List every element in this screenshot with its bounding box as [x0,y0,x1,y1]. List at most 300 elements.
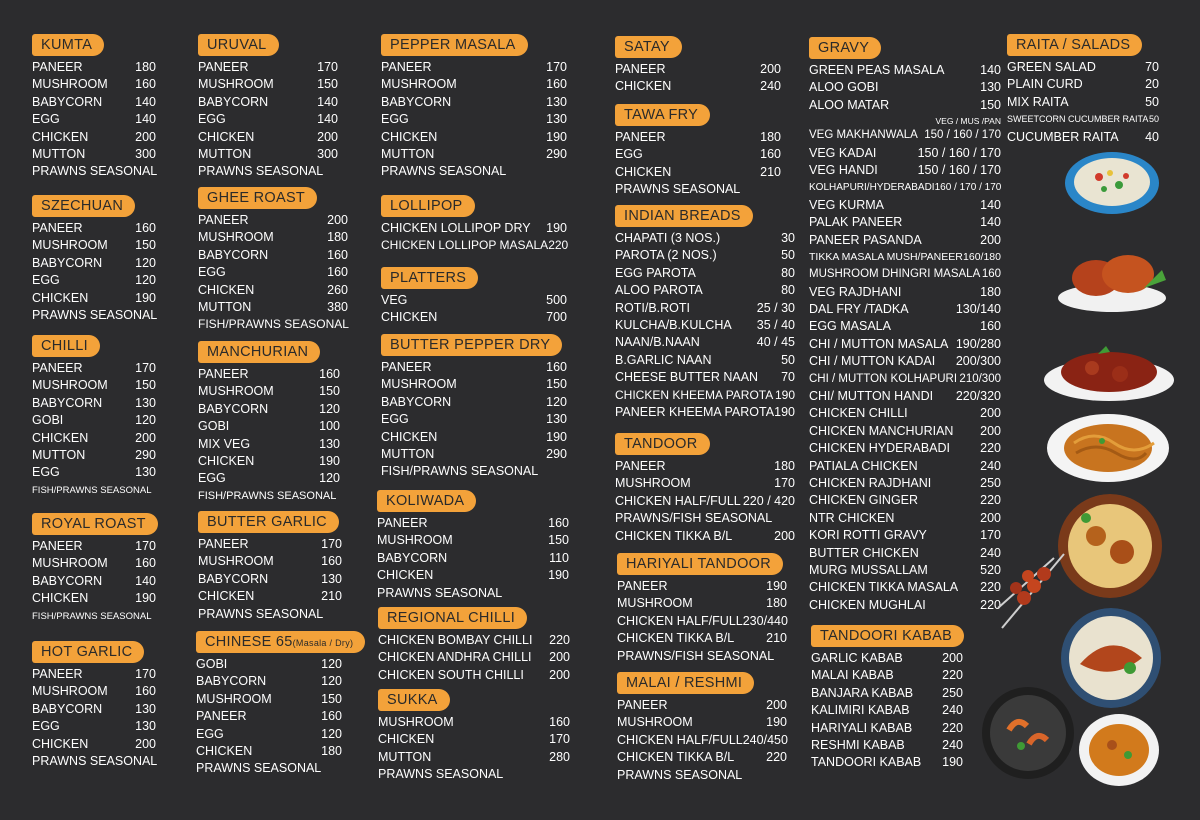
menu-item-name: CHICKEN [381,129,438,144]
menu-item [809,127,1001,144]
section-ghee-roast [198,187,348,334]
prawns-plate-image [981,686,1075,780]
menu-item-name: CHICKEN BOMBAY CHILLI [378,633,533,647]
section-header [32,195,135,217]
menu-item-price: 110 [549,550,569,565]
menu-item-price: 130 [135,465,156,480]
menu-item [198,488,340,505]
menu-item-price: 160 [319,367,340,381]
menu-item-price: 280 [549,749,570,764]
menu-item [809,62,1001,79]
noodles-plate-image [1046,413,1170,483]
menu-item-name: ALOO PAROTA [615,283,703,298]
menu-item-name: PANEER [617,579,668,593]
menu-item-name: CHI / MUTTON KADAI [809,354,936,369]
section-title: MALAI / RESHMI [626,675,743,691]
menu-item-price: 100 [319,419,340,434]
menu-item [615,493,795,510]
menu-item-price: 170 [321,537,342,551]
section-royal-roast [32,513,156,625]
menu-item [615,317,795,334]
menu-item-price: 160 [546,77,567,92]
section-uruval [198,34,338,181]
menu-item-price: 130 [980,80,1001,95]
menu-item [811,737,963,754]
menu-item [32,395,156,412]
menu-item-price: 240 [942,737,963,752]
section-title: KOLIWADA [386,493,465,509]
menu-item-list [381,359,567,481]
section-raita-salads [1007,34,1159,146]
section-title: PEPPER MASALA [390,37,516,53]
menu-item-price: 170 [135,361,156,375]
menu-item-name: CHICKEN [615,79,672,94]
menu-item [381,163,567,180]
menu-item-name: VEG HANDI [809,162,878,177]
section-title: PLATTERS [390,270,467,286]
section-tandoor [615,433,795,545]
menu-item-price: 220 [980,597,1001,612]
menu-item [809,336,1001,353]
menu-item-name: MUTTON [198,146,252,161]
menu-item [811,702,963,719]
menu-item-name: PANEER [32,361,83,375]
menu-item-name: ALOO MATAR [809,97,890,112]
section-title: LOLLIPOP [390,198,463,214]
menu-item [809,97,1001,114]
menu-item [32,538,156,555]
menu-item-name: KALIMIRI KABAB [811,703,910,718]
menu-item [377,567,569,584]
menu-item-list [381,59,567,181]
menu-item-price: 200 [135,430,156,445]
menu-item-name: BABYCORN [32,255,103,270]
menu-item-name: MUSHROOM [617,596,693,611]
menu-item-name: BABYCORN [198,571,269,586]
menu-item-name: TANDOORI KABAB [811,755,922,770]
menu-item [615,61,781,78]
menu-item-name: CHICKEN [32,736,89,751]
menu-item-name: MIX RAITA [1007,94,1069,109]
menu-item-price: 130 [135,395,156,410]
menu-item-price: 140 [135,94,156,109]
menu-item-name: CHICKEN TIKKA B/L [615,528,733,543]
menu-item [198,470,340,487]
menu-item [615,282,795,299]
section-header [1007,34,1142,56]
menu-item-price: 220 [766,750,787,765]
section-lollipop [381,195,567,255]
section-header [198,511,339,533]
menu-item [617,714,787,731]
menu-item-price: 200 [980,406,1001,421]
menu-item-price: 170 [549,732,570,747]
menu-item [196,656,342,673]
menu-item [32,666,156,683]
menu-item-name: CHICKEN [198,129,255,144]
menu-item-price: 150 [135,238,156,253]
menu-item-price: 180 [760,130,781,144]
section-satay [615,36,781,96]
menu-item [32,608,156,625]
section-title: TANDOOR [624,436,698,452]
menu-item [617,697,787,714]
menu-item [196,691,342,708]
menu-item [198,453,340,470]
menu-item [381,111,567,128]
menu-item-price: 220 [942,668,963,683]
menu-item-price: 30 [781,231,795,245]
menu-item [615,265,795,282]
menu-item-price: 40 / 45 [756,335,795,350]
menu-item-name: MUSHROOM [198,554,274,569]
menu-item-name: CHICKEN [32,430,89,445]
menu-item-price: 200 [980,232,1001,247]
menu-item-name: MUSHROOM [198,230,274,245]
menu-item [809,79,1001,96]
menu-item [617,732,787,749]
section-title: TAWA FRY [624,107,699,123]
section-header [617,672,754,694]
section-tandoori-kabab [811,625,963,772]
menu-item [196,743,342,760]
menu-item-name: CHICKEN [198,589,255,604]
menu-item [809,249,1001,266]
section-title: RAITA / SALADS [1016,37,1131,53]
menu-item [615,387,795,404]
menu-item-price: 140 [317,94,338,109]
menu-item [32,220,156,237]
menu-item [381,129,567,146]
menu-item [198,76,338,93]
menu-item-price: 150 [135,378,156,393]
section-title: INDIAN BREADS [624,208,741,224]
menu-item [32,683,156,700]
menu-item-list [381,220,567,255]
menu-item-price: 200 [980,510,1001,525]
menu-item-name: BABYCORN [32,701,103,716]
menu-item-price: 190 [548,568,569,583]
menu-item-name: NTR CHICKEN [809,510,895,525]
menu-item [615,129,781,146]
menu-item-list [32,220,156,324]
menu-item-price: 40 [1145,129,1159,144]
menu-item-name: MUSHROOM [615,476,691,491]
menu-item [617,648,787,665]
menu-item-list [32,538,156,625]
menu-item [198,212,348,229]
section-hot-garlic [32,641,156,770]
menu-item [809,232,1001,249]
menu-item-name: BABYCORN [381,394,452,409]
menu-item-name: CHICKEN TIKKA MASALA [809,580,959,595]
menu-item-name: PRAWNS SEASONAL [198,164,324,179]
menu-item [198,553,342,570]
section-header [196,631,365,653]
menu-item-price: 210/300 [959,372,1001,385]
menu-item [615,164,781,181]
menu-item-price: 190 [135,591,156,606]
menu-item-price: 220 [548,238,569,253]
menu-item [1007,76,1159,93]
menu-item [617,595,787,612]
menu-item-price: 160 [760,147,781,162]
menu-item-name: BABYCORN [32,94,103,109]
menu-item [32,290,156,307]
menu-item-name: MUSHROOM [381,377,457,392]
menu-item-price: 220 / 420 [742,493,795,508]
menu-item [809,301,1001,318]
menu-item-name: FISH/PRAWNS SEASONAL [32,484,152,496]
menu-item [809,545,1001,562]
menu-item-name: EGG [198,112,226,127]
menu-item-price: 260 [327,282,348,297]
menu-item-name: PRAWNS SEASONAL [32,307,158,322]
section-title: URUVAL [207,37,267,53]
section-title: SZECHUAN [41,198,124,214]
menu-item-price: 120 [135,255,156,270]
menu-item-price: 200 [549,667,570,682]
menu-item-price: 130 [546,412,567,427]
menu-item-name: PANEER [381,360,432,374]
section-butter-pepper-dry [381,334,567,481]
menu-item-price: 140 [980,215,1001,230]
menu-item-name: MUSHROOM [32,238,108,253]
menu-item-name: EGG [32,112,60,127]
menu-item [381,463,567,480]
menu-item [198,247,348,264]
menu-item-price: 220 [549,633,570,647]
menu-item-name: VEG KADAI [809,145,877,160]
menu-item-name: MUSHROOM [32,77,108,92]
menu-item-name: PRAWNS SEASONAL [198,606,324,621]
section-header [811,625,964,647]
menu-item [32,59,156,76]
menu-item-price: 230/440 [742,613,788,628]
menu-item [378,731,570,748]
menu-item-price: 500 [546,293,567,307]
menu-item [198,383,340,400]
menu-item-name: MUSHROOM [32,378,108,393]
menu-item-name: PRAWNS/FISH SEASONAL [617,648,775,663]
menu-item-name: RESHMI KABAB [811,737,905,752]
menu-item-price: 140 [135,573,156,588]
menu-item [198,163,338,180]
menu-item-name: BABYCORN [32,573,103,588]
menu-item [1007,129,1159,146]
menu-item-price: 160 [546,360,567,374]
menu-item-price: 150 / 160 / 170 [924,129,1001,142]
menu-item [617,578,787,595]
menu-item-name: MUSHROOM [198,77,274,92]
menu-item-price: 300 [135,146,156,161]
menu-item [381,292,567,309]
menu-item-price: 120 [321,674,342,689]
menu-item-price: 210 [766,631,787,646]
menu-item-name: CHI/ MUTTON HANDI [809,389,934,404]
menu-item-price: 210 [760,164,781,179]
menu-item-price: 180 [774,459,795,473]
menu-item-price: 200 [549,650,570,665]
menu-item [32,573,156,590]
menu-item-price: 700 [546,310,567,325]
menu-item [198,282,348,299]
menu-item-price: 220 [980,493,1001,508]
menu-item-name: PANEER [32,221,83,235]
menu-item-price: 160 [548,516,569,530]
menu-item-price: 240 [980,458,1001,473]
menu-item [809,562,1001,579]
menu-item [381,76,567,93]
menu-item-price: 190 [774,387,795,402]
menu-item [32,237,156,254]
menu-item-price: 200 [774,528,795,543]
menu-item-price: 180 [766,596,787,611]
menu-item-price: 290 [546,146,567,161]
menu-item [198,436,340,453]
menu-item-list [811,650,963,772]
section-title: SUKKA [387,692,438,708]
menu-item [615,528,795,545]
menu-item-price: 160 [321,709,342,724]
menu-item-name: MUSHROOM [198,384,274,399]
menu-item [198,588,342,605]
menu-item [378,667,570,684]
menu-item [378,632,570,649]
section-platters [381,267,567,327]
menu-item [809,423,1001,440]
menu-item-price: 190 [135,290,156,305]
menu-item-name: CHICKEN CHILLI [809,406,908,421]
menu-item-name: PANEER [198,367,249,381]
menu-item-name: PANEER [615,62,666,76]
menu-item-name: VEG RAJDHANI [809,284,902,299]
menu-item [32,482,156,499]
menu-item [32,129,156,146]
menu-item [32,718,156,735]
section-sukka [378,689,570,784]
menu-item [811,650,963,667]
menu-item-price: 200 [327,213,348,227]
menu-item-name: PANEER [617,698,668,712]
menu-item [198,264,348,281]
menu-item [615,369,795,386]
menu-item-name: PAROTA (2 NOS.) [615,248,717,263]
menu-item-name: CHICKEN [196,743,253,758]
menu-item-name: PRAWNS SEASONAL [32,753,158,768]
menu-item-price: 80 [781,265,795,280]
menu-item [198,606,342,623]
menu-item [809,179,1001,196]
menu-item [809,527,1001,544]
menu-item-name: VEG KURMA [809,197,885,212]
menu-item-price: 200 [766,698,787,712]
menu-item-price: 50 [781,352,795,367]
menu-item-price: 170 [135,667,156,681]
menu-item-price: 130 [321,571,342,586]
menu-item-price: 380 [327,299,348,314]
menu-item-list [615,129,781,199]
menu-item-name: CHI / MUTTON KOLHAPURI [809,372,958,385]
menu-item-price: 200 [135,129,156,144]
menu-item-list [615,458,795,545]
section-title: HARIYALI TANDOOR [626,556,771,572]
menu-item-name: EGG [198,265,226,280]
menu-item-name: CHICKEN [32,591,89,606]
menu-item [32,146,156,163]
menu-item-price: 240 [980,545,1001,560]
section-header [381,195,475,217]
menu-item-price: 190 [319,453,340,468]
menu-item-list [378,632,570,684]
menu-item-price: 220 [980,580,1001,595]
section-header [615,205,753,227]
menu-item-price: 70 [781,370,795,385]
menu-item-price: 160 [980,319,1001,334]
menu-item-name: TIKKA MASALA MUSH/PANEER [809,250,963,263]
menu-item-name: VEG [381,293,408,307]
menu-item-name: PANEER [32,60,83,74]
menu-item-price: 50 [781,248,795,263]
menu-item [809,145,1001,162]
menu-item-price: 180 [321,743,342,758]
menu-item-price: 130/140 [955,302,1001,317]
menu-item-price: 160 [327,265,348,280]
menu-item-price: 520 [980,562,1001,577]
menu-item [198,94,338,111]
menu-item-price: 160 [549,715,570,729]
menu-item [32,255,156,272]
menu-item-name: PRAWNS SEASONAL [196,761,322,776]
menu-item [381,411,567,428]
menu-item-name: CHICKEN TIKKA B/L [617,750,735,765]
menu-item-name: CHEESE BUTTER NAAN [615,370,759,385]
menu-item-name: MALAI KABAB [811,668,894,683]
menu-item-list [198,59,338,181]
menu-item-price: 130 [546,94,567,109]
menu-item [32,753,156,770]
section-malai-reshmi [617,672,787,784]
menu-item-price: 200 [942,651,963,665]
menu-item-name: CHICKEN LOLLIPOP MASALA [381,238,549,253]
section-title: BUTTER GARLIC [207,514,327,530]
menu-item [617,749,787,766]
menu-item-list [198,366,340,505]
menu-item-name: CHICKEN [378,732,435,747]
menu-item [32,377,156,394]
section-header [615,36,682,58]
menu-item [198,316,348,333]
menu-item-price: 200 [135,736,156,751]
menu-item [615,230,795,247]
menu-item [196,726,342,743]
menu-item-price: 160 [135,77,156,92]
menu-item-name: MUSHROOM [32,684,108,699]
menu-item-price: 150 [319,384,340,399]
menu-item-name: EGG [381,112,409,127]
section-regional-chilli [378,607,570,684]
menu-item [198,571,342,588]
menu-item [377,515,569,532]
section-header [381,334,562,356]
menu-item-name: PRAWNS SEASONAL [378,767,504,782]
menu-item-price: 170 [546,60,567,74]
menu-item-price: 180 [327,230,348,245]
menu-item-list [615,230,795,421]
menu-item [32,590,156,607]
menu-item-name: MUSHROOM [617,715,693,730]
menu-item-name: MUTTON [381,446,435,461]
